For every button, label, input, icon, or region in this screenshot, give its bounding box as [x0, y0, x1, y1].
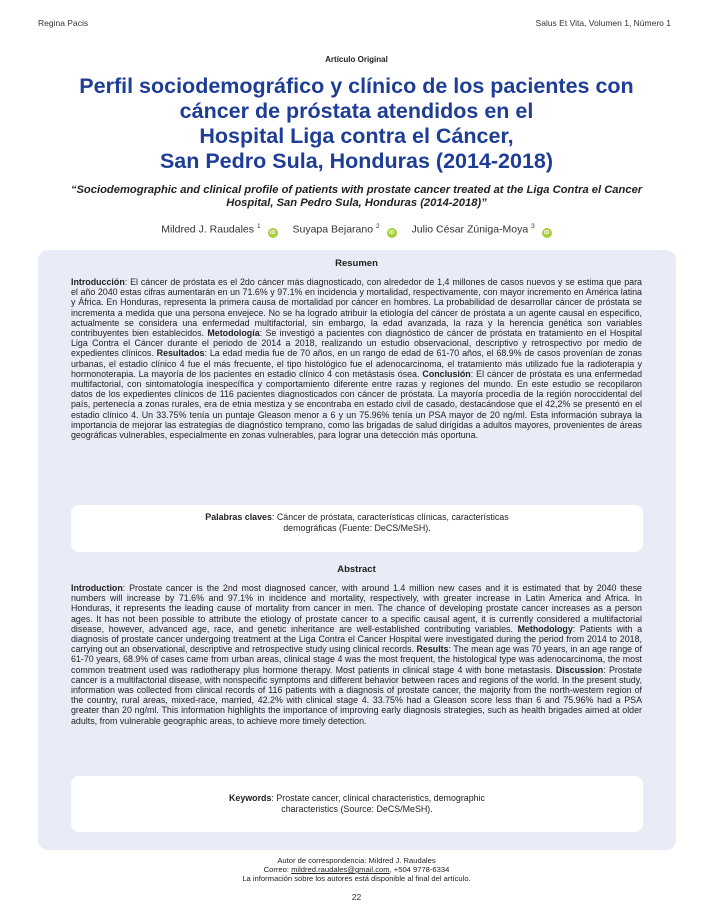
palabras-claves — [71, 512, 643, 533]
resumen-method: : Se investigó a pacientes con diagnóstico de cáncer de próstata en tratamiento en el Hospital Liga Contra el Cáncer durante el periodo de 2014 a 2018, realizando un estudio observacional, descriptivo y retrospectivo por medio de expedientes clínicos. — [71, 328, 642, 359]
phone: , +504 9778-6334 — [389, 865, 450, 874]
resumen-conclusion-label: Conclusión — [422, 368, 471, 379]
author-info-note: La información sobre los autores está disponible al final del artículo. — [242, 874, 471, 883]
palabras-line2: demográficas (Fuente: DeCS/MeSH). — [283, 522, 431, 533]
abstract-discussion: : Prostate cancer is a multifactorial disease, with nonspecific symptoms and different behavior between races and regions of the world. In the present study, information was collected from clinical records of 116 patients with a diagnosis of prostate cancer, the majority from the north-western region of the country, rural areas, mixed-race, married, 42.2% with clinical stage 4. 33.75% had a Gleason score less than 6 and 75.96% had a PSA greater than 20 ng/ml. This information highlights the importance of improving early diagnosis strategies, such as health brigades aimed at older adults, from vulnerable geographic areas, to achieve more timely detection. — [71, 664, 643, 726]
author — [292, 223, 396, 238]
title-line: cáncer de próstata atendidos en el — [179, 99, 534, 123]
resumen-intro-label: Introducción — [71, 277, 125, 287]
palabras-label: Palabras claves — [205, 512, 272, 522]
corresponding-author: Autor de correspondencia: Mildred J. Raudales — [277, 856, 436, 865]
resumen-results: : La edad media fue de 70 años, en un rango de edad de 61-70 años, el 68.9% de casos provenían de zonas urbanas, el estadio clínico 4 fue el más frecuente, el tipo histológico fue el adenocarcinoma, el tratamiento más utilizado fue la radioterapia y hormonoterapia. La mayoría de los pacientes en estadio clínico 4 con metástasis ósea. — [71, 348, 642, 379]
abstract-text — [71, 583, 642, 726]
abstract-intro-label: Introduction — [71, 583, 123, 593]
affiliation-number: 3 — [531, 223, 535, 230]
email-link[interactable]: mildred.raudales@gmail.com — [291, 865, 390, 874]
author-list — [0, 223, 713, 238]
abstract-method-label: Methodology — [517, 623, 573, 634]
author — [412, 223, 552, 238]
running-header-issue: Salus Et Vita, Volumen 1, Número 1 — [535, 18, 671, 28]
article-title — [30, 74, 683, 174]
title-line: San Pedro Sula, Honduras (2014-2018) — [159, 149, 554, 173]
palabras-line1: : Cáncer de próstata, características clínicas, características — [271, 512, 509, 522]
author-name: Julio César Zúniga-Moya — [411, 223, 529, 236]
affiliation-number: 2 — [375, 223, 380, 230]
abstract-heading: Abstract — [337, 564, 376, 575]
keywords — [71, 793, 643, 814]
author — [161, 223, 277, 238]
page-number: 22 — [351, 892, 362, 902]
resumen-heading: Resumen — [335, 258, 378, 269]
abstract-discussion-label: Discussion — [555, 664, 604, 675]
english-title: “Sociodemographic and clinical profile of patients with prostate cancer treated at the Liga Contra el Cancer Hospital, San Pedro Sula, Honduras (2014-2018)” — [70, 184, 643, 209]
resumen-conclusion: : El cáncer de próstata es una enfermedad multifactorial, con sintomatología inespecífica y comportamiento diferente entre razas y regiones del mundo. En este estudio se recopilaron datos de los expedientes clínicos de 116 pacientes diagnosticados con cáncer de próstata. La mayoría procedía de la región noroccidental del país, pertenecía a zonas rurales, era de etnia mestiza y se encontraba en estado civil de casado, destacándose que el 42,2% se presentó en el estadio clínico 4. Un 33.75% tenía un puntaje Gleason menor a 6 y un 75.96% tenía un PSA mayor de 20 ng/ml. Esta información subraya la importancia de mejorar las estrategias de diagnóstico temprano, como las brigadas de salud dirigidas a adultos mayores, provenientes de áreas geográficas vulnerables, especialmente en zonas vulnerables, para lograr una detección más oportuna. — [71, 368, 643, 441]
title-line: Hospital Liga contra el Cáncer, — [199, 124, 514, 148]
keywords-line2: characteristics (Source: DeCS/MeSH). — [281, 803, 433, 814]
resumen-intro: : El cáncer de próstata es el 2do cáncer más diagnosticado, con alrededor de 1,4 millones de casos nuevos y se estima que para el año 2040 estas cifras aumentarán en un 71.6% y 97.1% en incidencia y mortalidad, respectivamente, con mayor incremento en América latina y África. En Honduras, representa la primera causa de mortalidad por cáncer en hombres. La probabilidad de desarrollar cáncer de próstata se incrementa a medida que una persona envejece. No se ha logrado atribuir la etiología del cáncer de próstata a un agente causal en especifico, actualmente se considera una enfermedad multifactorial, sin embargo, la edad avanzada, la raza y la herencia genética son variables contribuyentes bien establecidos. — [71, 277, 642, 339]
abstract-results: : The mean age was 70 years, in an age range of 61-70 years, 68.9% of cases came from urban areas, clinical stage 4 was the most frequent, the histological type was adenocarcinoma, the most common treatment used was radiotherapy plus hormone therapy. Most patients in clinical stage 4 with bone metastasis. — [71, 644, 642, 675]
author-name: Suyapa Bejarano — [292, 223, 374, 236]
article-type: Artículo Original — [325, 55, 388, 64]
running-header-journal: Regina Pacis — [38, 18, 89, 28]
title-line: Perfil sociodemográfico y clínico de los pacientes con — [79, 74, 634, 98]
orcid-icon[interactable]: iD — [542, 228, 552, 238]
resumen-method-label: Metodología — [207, 328, 260, 339]
abstract-results-label: Results — [416, 644, 449, 655]
abstract-method: : Patients with a diagnosis of prostate cancer undergoing treatment at the Liga Contra el Cancer Hospital were investigated during the period from 2014 to 2018, carrying out an observational, descriptive and retrospective study using clinical records. — [71, 623, 643, 655]
correspondence-footer — [0, 856, 713, 883]
author-name: Mildred J. Raudales — [161, 223, 255, 236]
orcid-icon[interactable]: iD — [387, 228, 397, 238]
keywords-line1: : Prostate cancer, clinical characteristics, demographic — [271, 793, 485, 803]
orcid-icon[interactable]: iD — [268, 228, 278, 238]
resumen-text — [71, 277, 642, 440]
abstract-intro: : Prostate cancer is the 2nd most diagnosed cancer, with around 1.4 million new cases and it is estimated that by 2040 these numbers will increase by 71.6% and 97.1% in incidence and mortality, respectively, with greater increase in Latin America and Africa. In Honduras, it represents the leading cause of mortality from cancer in men. The chance of developing prostate cancer increases as a person ages. It has not been possible to attribute the etiology of prostate cancer to a specific causal agent, it is currently considered a multifactorial disease, however, advanced age, race, and genetic inheritance are well-established contributing variables. — [71, 583, 642, 634]
affiliation-number: 1 — [256, 223, 261, 230]
resumen-results-label: Resultados — [156, 348, 205, 359]
email-prefix: Correo: — [263, 865, 292, 874]
keywords-label: Keywords — [228, 793, 272, 803]
